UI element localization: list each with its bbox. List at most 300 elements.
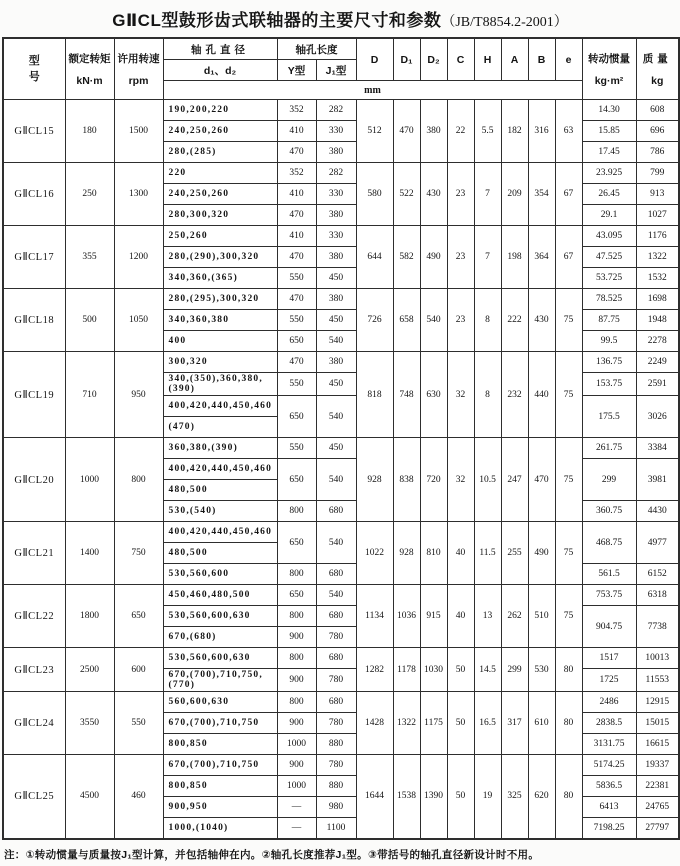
- bore-diameter-cell: 530,(540): [163, 501, 277, 522]
- j-type-length-cell: 880: [316, 734, 356, 755]
- j-type-length-cell: 380: [316, 247, 356, 268]
- bore-diameter-cell: 280,(295),300,320: [163, 289, 277, 310]
- bore-diameter-cell: 670,(700),710,750: [163, 713, 277, 734]
- dim-D2-cell: 1175: [420, 692, 447, 755]
- j-type-length-cell: 680: [316, 564, 356, 585]
- mass-cell: 2278: [636, 331, 679, 352]
- mass-cell: 696: [636, 121, 679, 142]
- mass-cell: 15015: [636, 713, 679, 734]
- bore-diameter-cell: 300,320: [163, 352, 277, 373]
- inertia-cell: 261.75: [582, 438, 636, 459]
- y-type-length-cell: 470: [277, 352, 316, 373]
- mass-cell: 1698: [636, 289, 679, 310]
- mass-cell: 11553: [636, 669, 679, 692]
- dim-C-cell: 32: [447, 352, 474, 438]
- mass-cell: 1176: [636, 226, 679, 247]
- bore-diameter-cell: 220: [163, 163, 277, 184]
- inertia-cell: 5174.25: [582, 755, 636, 776]
- model-cell: GⅡCL15: [3, 100, 65, 163]
- dim-D2-cell: 1390: [420, 755, 447, 839]
- dim-D2-cell: 810: [420, 522, 447, 585]
- header-bore-length: 轴孔长度: [277, 38, 356, 60]
- j-type-length-cell: 680: [316, 692, 356, 713]
- dim-e-cell: 63: [555, 100, 582, 163]
- header-speed: 许用转速 rpm: [114, 38, 163, 100]
- header-dim-e: e: [555, 38, 582, 81]
- dim-D1-cell: 838: [393, 438, 420, 522]
- dim-D2-cell: 380: [420, 100, 447, 163]
- mass-cell: 10013: [636, 648, 679, 669]
- inertia-cell: 99.5: [582, 331, 636, 352]
- rated-torque-cell: 1800: [65, 585, 114, 648]
- j-type-length-cell: 330: [316, 121, 356, 142]
- dim-A-cell: 232: [501, 352, 528, 438]
- inertia-cell: 561.5: [582, 564, 636, 585]
- dim-C-cell: 50: [447, 755, 474, 839]
- table-row: [3, 438, 679, 459]
- dim-A-cell: 317: [501, 692, 528, 755]
- dim-B-cell: 430: [528, 289, 555, 352]
- rated-torque-cell: 2500: [65, 648, 114, 692]
- j-type-length-cell: 540: [316, 522, 356, 564]
- j-type-length-cell: 450: [316, 268, 356, 289]
- y-type-length-cell: 550: [277, 438, 316, 459]
- allowable-speed-cell: 460: [114, 755, 163, 839]
- header-unit-mm: mm: [163, 81, 582, 100]
- j-type-length-cell: 780: [316, 669, 356, 692]
- header-dim-H: H: [474, 38, 501, 81]
- dim-C-cell: 22: [447, 100, 474, 163]
- model-cell: GⅡCL22: [3, 585, 65, 648]
- inertia-cell: 5836.5: [582, 776, 636, 797]
- y-type-length-cell: 410: [277, 121, 316, 142]
- dim-B-cell: 510: [528, 585, 555, 648]
- inertia-cell: 175.5: [582, 396, 636, 438]
- mass-cell: 6318: [636, 585, 679, 606]
- dim-C-cell: 40: [447, 585, 474, 648]
- table-row: [3, 100, 679, 121]
- inertia-cell: 26.45: [582, 184, 636, 205]
- y-type-length-cell: 410: [277, 226, 316, 247]
- rated-torque-cell: 355: [65, 226, 114, 289]
- bore-diameter-cell: 190,200,220: [163, 100, 277, 121]
- bore-diameter-cell: 800,850: [163, 734, 277, 755]
- dim-C-cell: 23: [447, 226, 474, 289]
- rated-torque-cell: 3550: [65, 692, 114, 755]
- dim-D2-cell: 430: [420, 163, 447, 226]
- bore-diameter-cell: 670,(700),710,750,(770): [163, 669, 277, 692]
- inertia-cell: 43.095: [582, 226, 636, 247]
- j-type-length-cell: 780: [316, 627, 356, 648]
- dim-e-cell: 75: [555, 585, 582, 648]
- mass-cell: 3026: [636, 396, 679, 438]
- dim-B-cell: 440: [528, 352, 555, 438]
- y-type-length-cell: 352: [277, 100, 316, 121]
- table-header: [3, 38, 679, 100]
- page-title: [2, 2, 678, 37]
- dim-D1-cell: 748: [393, 352, 420, 438]
- title-standard: （JB/T8854.2-2001）: [441, 15, 568, 30]
- header-torque: 额定转矩 kN·m: [65, 38, 114, 100]
- dim-B-cell: 610: [528, 692, 555, 755]
- dim-e-cell: 75: [555, 522, 582, 585]
- bore-diameter-cell: 340,360,(365): [163, 268, 277, 289]
- y-type-length-cell: 900: [277, 755, 316, 776]
- j-type-length-cell: 282: [316, 163, 356, 184]
- inertia-cell: 15.85: [582, 121, 636, 142]
- table-row: [3, 648, 679, 669]
- mass-cell: 12915: [636, 692, 679, 713]
- dim-C-cell: 40: [447, 522, 474, 585]
- j-type-length-cell: 680: [316, 501, 356, 522]
- bore-diameter-cell: 480,500: [163, 543, 277, 564]
- dim-D1-cell: 928: [393, 522, 420, 585]
- dim-D2-cell: 630: [420, 352, 447, 438]
- bore-diameter-cell: 360,380,(390): [163, 438, 277, 459]
- y-type-length-cell: 800: [277, 501, 316, 522]
- bore-diameter-cell: 900,950: [163, 797, 277, 818]
- y-type-length-cell: 650: [277, 459, 316, 501]
- header-dim-D1: D₁: [393, 38, 420, 81]
- dim-C-cell: 23: [447, 289, 474, 352]
- dim-D-cell: 644: [356, 226, 393, 289]
- dim-H-cell: 8: [474, 352, 501, 438]
- dim-e-cell: 80: [555, 755, 582, 839]
- bore-diameter-cell: 400: [163, 331, 277, 352]
- dim-D-cell: 1282: [356, 648, 393, 692]
- bore-diameter-cell: 450,460,480,500: [163, 585, 277, 606]
- j-type-length-cell: 450: [316, 373, 356, 396]
- dim-D-cell: 1644: [356, 755, 393, 839]
- header-dim-C: C: [447, 38, 474, 81]
- dim-D-cell: 1428: [356, 692, 393, 755]
- inertia-cell: 136.75: [582, 352, 636, 373]
- j-type-length-cell: 450: [316, 438, 356, 459]
- bore-diameter-cell: 800,850: [163, 776, 277, 797]
- dim-D2-cell: 1030: [420, 648, 447, 692]
- parameters-table: [2, 37, 680, 840]
- mass-cell: 2591: [636, 373, 679, 396]
- rated-torque-cell: 250: [65, 163, 114, 226]
- bore-diameter-cell: 400,420,440,450,460: [163, 522, 277, 543]
- mass-cell: 1322: [636, 247, 679, 268]
- dim-D-cell: 1134: [356, 585, 393, 648]
- bore-diameter-cell: 280,(290),300,320: [163, 247, 277, 268]
- inertia-cell: 47.525: [582, 247, 636, 268]
- y-type-length-cell: 1000: [277, 734, 316, 755]
- j-type-length-cell: 540: [316, 396, 356, 438]
- mass-cell: 24765: [636, 797, 679, 818]
- allowable-speed-cell: 750: [114, 522, 163, 585]
- mass-cell: 7738: [636, 606, 679, 648]
- dim-B-cell: 470: [528, 438, 555, 522]
- y-type-length-cell: —: [277, 818, 316, 839]
- header-inertia: 转动惯量 kg·m²: [582, 38, 636, 100]
- inertia-cell: 29.1: [582, 205, 636, 226]
- bore-diameter-cell: 400,420,440,450,460: [163, 396, 277, 417]
- dim-H-cell: 7: [474, 226, 501, 289]
- j-type-length-cell: 330: [316, 184, 356, 205]
- inertia-cell: 6413: [582, 797, 636, 818]
- bore-diameter-cell: 670,(680): [163, 627, 277, 648]
- dim-H-cell: 13: [474, 585, 501, 648]
- dim-D-cell: 1022: [356, 522, 393, 585]
- j-type-length-cell: 780: [316, 755, 356, 776]
- rated-torque-cell: 180: [65, 100, 114, 163]
- dim-D-cell: 928: [356, 438, 393, 522]
- inertia-cell: 468.75: [582, 522, 636, 564]
- bore-diameter-cell: 530,560,600,630: [163, 606, 277, 627]
- table-row: [3, 163, 679, 184]
- bore-diameter-cell: 340,(350),360,380,(390): [163, 373, 277, 396]
- mass-cell: 22381: [636, 776, 679, 797]
- j-type-length-cell: 540: [316, 331, 356, 352]
- inertia-cell: 753.75: [582, 585, 636, 606]
- inertia-cell: 904.75: [582, 606, 636, 648]
- dim-A-cell: 255: [501, 522, 528, 585]
- dim-H-cell: 7: [474, 163, 501, 226]
- inertia-cell: 299: [582, 459, 636, 501]
- dim-D2-cell: 720: [420, 438, 447, 522]
- dim-A-cell: 222: [501, 289, 528, 352]
- inertia-cell: 87.75: [582, 310, 636, 331]
- mass-cell: 1948: [636, 310, 679, 331]
- dim-B-cell: 316: [528, 100, 555, 163]
- allowable-speed-cell: 550: [114, 692, 163, 755]
- y-type-length-cell: 650: [277, 585, 316, 606]
- y-type-length-cell: 470: [277, 205, 316, 226]
- bore-diameter-cell: (470): [163, 417, 277, 438]
- allowable-speed-cell: 600: [114, 648, 163, 692]
- j-type-length-cell: 380: [316, 352, 356, 373]
- allowable-speed-cell: 1300: [114, 163, 163, 226]
- header-mass: 质量 kg: [636, 38, 679, 100]
- dim-e-cell: 80: [555, 648, 582, 692]
- y-type-length-cell: 550: [277, 268, 316, 289]
- dim-D-cell: 580: [356, 163, 393, 226]
- y-type-length-cell: 470: [277, 142, 316, 163]
- j-type-length-cell: 380: [316, 289, 356, 310]
- inertia-cell: 17.45: [582, 142, 636, 163]
- y-type-length-cell: —: [277, 797, 316, 818]
- j-type-length-cell: 540: [316, 585, 356, 606]
- dim-D-cell: 726: [356, 289, 393, 352]
- y-type-length-cell: 900: [277, 713, 316, 734]
- model-cell: GⅡCL23: [3, 648, 65, 692]
- dim-D2-cell: 490: [420, 226, 447, 289]
- rated-torque-cell: 1400: [65, 522, 114, 585]
- bore-diameter-cell: 240,250,260: [163, 121, 277, 142]
- allowable-speed-cell: 1500: [114, 100, 163, 163]
- j-type-length-cell: 680: [316, 606, 356, 627]
- inertia-cell: 1517: [582, 648, 636, 669]
- j-type-length-cell: 450: [316, 310, 356, 331]
- y-type-length-cell: 900: [277, 669, 316, 692]
- dim-D1-cell: 1036: [393, 585, 420, 648]
- table-body: [3, 100, 679, 839]
- mass-cell: 19337: [636, 755, 679, 776]
- model-cell: GⅡCL24: [3, 692, 65, 755]
- dim-A-cell: 198: [501, 226, 528, 289]
- inertia-cell: 1725: [582, 669, 636, 692]
- dim-D1-cell: 1538: [393, 755, 420, 839]
- j-type-length-cell: 380: [316, 205, 356, 226]
- header-dim-A: A: [501, 38, 528, 81]
- bore-diameter-cell: 670,(700),710,750: [163, 755, 277, 776]
- header-dim-D: D: [356, 38, 393, 81]
- header-dim-B: B: [528, 38, 555, 81]
- table-row: [3, 289, 679, 310]
- bore-diameter-cell: 530,560,600: [163, 564, 277, 585]
- dim-D1-cell: 658: [393, 289, 420, 352]
- mass-cell: 4430: [636, 501, 679, 522]
- dim-D1-cell: 470: [393, 100, 420, 163]
- header-j-type: J₁型: [316, 60, 356, 81]
- model-cell: GⅡCL17: [3, 226, 65, 289]
- bore-diameter-cell: 340,360,380: [163, 310, 277, 331]
- y-type-length-cell: 470: [277, 247, 316, 268]
- y-type-length-cell: 650: [277, 396, 316, 438]
- dim-D1-cell: 522: [393, 163, 420, 226]
- dim-A-cell: 299: [501, 648, 528, 692]
- y-type-length-cell: 800: [277, 648, 316, 669]
- rated-torque-cell: 710: [65, 352, 114, 438]
- table-row: [3, 352, 679, 373]
- bore-diameter-cell: 530,560,600,630: [163, 648, 277, 669]
- inertia-cell: 2838.5: [582, 713, 636, 734]
- mass-cell: 4977: [636, 522, 679, 564]
- j-type-length-cell: 540: [316, 459, 356, 501]
- mass-cell: 3384: [636, 438, 679, 459]
- dim-C-cell: 50: [447, 648, 474, 692]
- header-model: 型号: [3, 38, 65, 100]
- mass-cell: 786: [636, 142, 679, 163]
- j-type-length-cell: 680: [316, 648, 356, 669]
- table-row: [3, 522, 679, 543]
- model-cell: GⅡCL19: [3, 352, 65, 438]
- y-type-length-cell: 800: [277, 564, 316, 585]
- y-type-length-cell: 550: [277, 310, 316, 331]
- y-type-length-cell: 352: [277, 163, 316, 184]
- rated-torque-cell: 500: [65, 289, 114, 352]
- table-row: [3, 226, 679, 247]
- dim-B-cell: 364: [528, 226, 555, 289]
- y-type-length-cell: 650: [277, 522, 316, 564]
- y-type-length-cell: 410: [277, 184, 316, 205]
- model-cell: GⅡCL20: [3, 438, 65, 522]
- dim-e-cell: 75: [555, 352, 582, 438]
- mass-cell: 2249: [636, 352, 679, 373]
- inertia-cell: 7198.25: [582, 818, 636, 839]
- bore-diameter-cell: 280,300,320: [163, 205, 277, 226]
- dim-A-cell: 262: [501, 585, 528, 648]
- inertia-cell: 360.75: [582, 501, 636, 522]
- dim-H-cell: 5.5: [474, 100, 501, 163]
- model-cell: GⅡCL21: [3, 522, 65, 585]
- dim-A-cell: 182: [501, 100, 528, 163]
- j-type-length-cell: 380: [316, 142, 356, 163]
- dim-B-cell: 530: [528, 648, 555, 692]
- y-type-length-cell: 470: [277, 289, 316, 310]
- dim-B-cell: 354: [528, 163, 555, 226]
- dim-B-cell: 490: [528, 522, 555, 585]
- dim-D-cell: 818: [356, 352, 393, 438]
- inertia-cell: 2486: [582, 692, 636, 713]
- allowable-speed-cell: 1200: [114, 226, 163, 289]
- mass-cell: 3981: [636, 459, 679, 501]
- dim-D2-cell: 540: [420, 289, 447, 352]
- allowable-speed-cell: 650: [114, 585, 163, 648]
- dim-A-cell: 247: [501, 438, 528, 522]
- dim-D1-cell: 1178: [393, 648, 420, 692]
- inertia-cell: 3131.75: [582, 734, 636, 755]
- mass-cell: 913: [636, 184, 679, 205]
- dim-A-cell: 209: [501, 163, 528, 226]
- bore-diameter-cell: 560,600,630: [163, 692, 277, 713]
- mass-cell: 1027: [636, 205, 679, 226]
- j-type-length-cell: 880: [316, 776, 356, 797]
- allowable-speed-cell: 950: [114, 352, 163, 438]
- allowable-speed-cell: 800: [114, 438, 163, 522]
- mass-cell: 1532: [636, 268, 679, 289]
- dim-e-cell: 67: [555, 163, 582, 226]
- dim-C-cell: 23: [447, 163, 474, 226]
- mass-cell: 16615: [636, 734, 679, 755]
- mass-cell: 27797: [636, 818, 679, 839]
- inertia-cell: 153.75: [582, 373, 636, 396]
- dim-H-cell: 14.5: [474, 648, 501, 692]
- dim-D1-cell: 1322: [393, 692, 420, 755]
- footnote: 注：①转动惯量与质量按J₁型计算，并包括轴伸在内。②轴孔长度推荐J₁型。③带括号的轴孔直径新设计时不用。: [4, 848, 540, 861]
- dim-H-cell: 8: [474, 289, 501, 352]
- y-type-length-cell: 650: [277, 331, 316, 352]
- header-d1-d2: d₁、d₂: [163, 60, 277, 81]
- inertia-cell: 14.30: [582, 100, 636, 121]
- rated-torque-cell: 1000: [65, 438, 114, 522]
- bore-diameter-cell: 240,250,260: [163, 184, 277, 205]
- y-type-length-cell: 1000: [277, 776, 316, 797]
- dim-e-cell: 67: [555, 226, 582, 289]
- mass-cell: 6152: [636, 564, 679, 585]
- y-type-length-cell: 550: [277, 373, 316, 396]
- bore-diameter-cell: 1000,(1040): [163, 818, 277, 839]
- mass-cell: 608: [636, 100, 679, 121]
- dim-H-cell: 10.5: [474, 438, 501, 522]
- dim-C-cell: 50: [447, 692, 474, 755]
- y-type-length-cell: 800: [277, 692, 316, 713]
- bore-diameter-cell: 250,260: [163, 226, 277, 247]
- bore-diameter-cell: 280,(285): [163, 142, 277, 163]
- model-cell: GⅡCL16: [3, 163, 65, 226]
- j-type-length-cell: 1100: [316, 818, 356, 839]
- bore-diameter-cell: 480,500: [163, 480, 277, 501]
- inertia-cell: 78.525: [582, 289, 636, 310]
- dim-e-cell: 75: [555, 438, 582, 522]
- rated-torque-cell: 4500: [65, 755, 114, 839]
- y-type-length-cell: 800: [277, 606, 316, 627]
- allowable-speed-cell: 1050: [114, 289, 163, 352]
- inertia-cell: 53.725: [582, 268, 636, 289]
- inertia-cell: 23.925: [582, 163, 636, 184]
- header-bore-diameter: 轴孔直径: [163, 38, 277, 60]
- mass-cell: 799: [636, 163, 679, 184]
- j-type-length-cell: 282: [316, 100, 356, 121]
- title-main: GⅡCL型鼓形齿式联轴器的主要尺寸和参数: [112, 11, 442, 30]
- dim-H-cell: 19: [474, 755, 501, 839]
- dim-D2-cell: 915: [420, 585, 447, 648]
- table-row: [3, 755, 679, 776]
- table-row: [3, 585, 679, 606]
